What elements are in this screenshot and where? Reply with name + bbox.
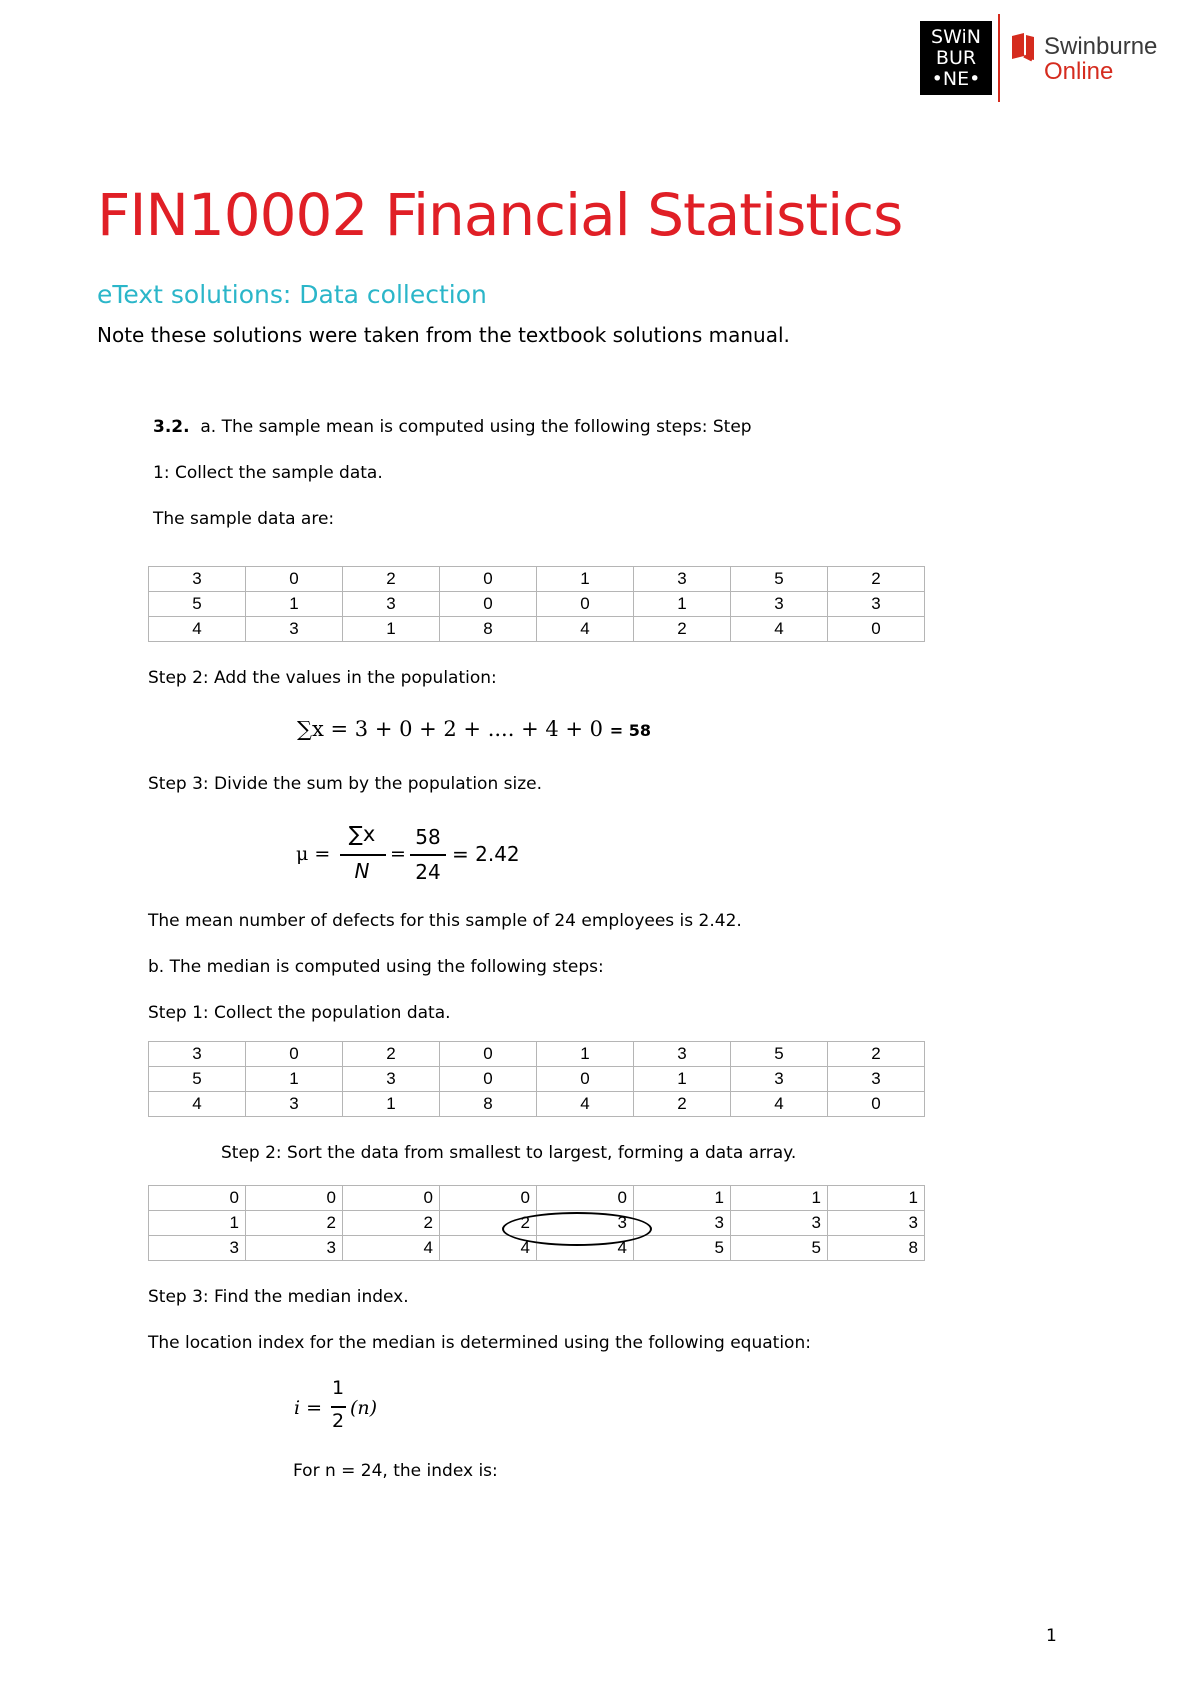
table-cell: 5	[731, 567, 828, 592]
table-cell: 1	[343, 617, 440, 642]
table-row	[149, 617, 925, 642]
table-cell: 4	[537, 1092, 634, 1117]
table-cell: 0	[537, 592, 634, 617]
index-explanation: The location index for the median is determined using the following equation:	[148, 1333, 811, 1353]
table-cell: 1	[634, 1186, 731, 1211]
table-row	[149, 567, 925, 592]
question-line-1	[153, 416, 752, 438]
table-cell: 3	[246, 1236, 343, 1261]
table-cell: 0	[537, 1067, 634, 1092]
table-cell: 3	[828, 1211, 925, 1236]
index-rhs: (n)	[350, 1397, 378, 1419]
solutions-note: Note these solutions were taken from the textbook solutions manual.	[97, 323, 790, 347]
sample-intro: The sample data are:	[153, 509, 335, 529]
table-cell: 0	[149, 1186, 246, 1211]
table-cell: 0	[440, 1067, 537, 1092]
table-cell: 3	[537, 1211, 634, 1236]
sum-expression: ∑x = 3 + 0 + 2 + .... + 4 + 0	[297, 717, 604, 741]
table-cell: 2	[828, 1042, 925, 1067]
sum-formula	[297, 717, 651, 741]
median-highlight-ellipse	[502, 1212, 652, 1246]
table-cell: 3	[634, 1042, 731, 1067]
table-cell: 8	[440, 617, 537, 642]
table-cell: 5	[731, 1042, 828, 1067]
logo-name-line2: Online	[1044, 58, 1114, 85]
table-cell: 4	[440, 1236, 537, 1261]
swinburne-logo-mark	[920, 21, 992, 95]
fraction-bar	[331, 1406, 346, 1408]
table-cell: 0	[440, 1042, 537, 1067]
table-cell: 3	[731, 1211, 828, 1236]
part-a-line-2: 1: Collect the sample data.	[153, 463, 383, 483]
table-cell: 5	[149, 592, 246, 617]
part-a-text: a. The sample mean is computed using the following steps: Step	[200, 417, 752, 437]
table-cell: 1	[634, 592, 731, 617]
table-cell: 3	[828, 592, 925, 617]
table-cell: 1	[537, 567, 634, 592]
for-n-text: For n = 24, the index is:	[293, 1461, 498, 1481]
table-cell: 4	[537, 617, 634, 642]
table-cell: 3	[149, 1042, 246, 1067]
table-cell: 4	[731, 617, 828, 642]
table-cell: 0	[440, 567, 537, 592]
table-cell: 0	[246, 567, 343, 592]
table-cell: 1	[731, 1186, 828, 1211]
table-cell: 0	[440, 592, 537, 617]
book-icon	[1010, 32, 1036, 62]
question-number: 3.2.	[153, 417, 190, 437]
logo-name-line1: Swinburne	[1044, 33, 1158, 60]
table-cell: 1	[828, 1186, 925, 1211]
table-cell: 2	[343, 567, 440, 592]
table-cell: 3	[149, 1236, 246, 1261]
table-cell: 5	[731, 1236, 828, 1261]
step-3-text: Step 3: Divide the sum by the population size.	[148, 774, 542, 794]
page-number: 1	[1046, 1626, 1057, 1646]
b-step-3-text: Step 3: Find the median index.	[148, 1287, 409, 1307]
table-cell: 3	[731, 1067, 828, 1092]
b-step-2-text: Step 2: Sort the data from smallest to largest, forming a data array.	[221, 1143, 797, 1163]
sum-result: = 58	[609, 721, 651, 740]
table-row	[149, 1067, 925, 1092]
table-row	[149, 592, 925, 617]
table-cell: 0	[828, 1092, 925, 1117]
table-row	[149, 1092, 925, 1117]
table-cell: 1	[149, 1211, 246, 1236]
mu-denominator-2: 24	[415, 860, 441, 884]
mu-equals: =	[390, 843, 406, 865]
mu-result: = 2.42	[452, 842, 520, 866]
logo-mark-line: SWiN	[931, 25, 981, 48]
table-cell: 3	[634, 567, 731, 592]
table-cell: 3	[731, 592, 828, 617]
table-cell: 3	[246, 1092, 343, 1117]
table-cell: 4	[731, 1092, 828, 1117]
index-lhs: i =	[294, 1397, 323, 1419]
logo-mark-line: •NE•	[931, 67, 981, 90]
table-cell: 3	[246, 617, 343, 642]
table-cell: 0	[828, 617, 925, 642]
fraction-bar	[410, 854, 446, 856]
table-cell: 3	[149, 567, 246, 592]
page-title: FIN10002 Financial Statistics	[97, 181, 903, 249]
table-cell: 8	[828, 1236, 925, 1261]
mu-numerator-1: ∑x	[348, 822, 376, 846]
logo-wordmark	[1044, 34, 1157, 84]
fraction-bar	[340, 854, 386, 856]
population-data-table	[148, 1041, 925, 1117]
mu-denominator-1: N	[354, 859, 370, 883]
table-cell: 4	[537, 1236, 634, 1261]
table-row	[149, 1186, 925, 1211]
table-cell: 0	[537, 1186, 634, 1211]
mu-lhs: μ =	[296, 843, 331, 865]
table-cell: 0	[440, 1186, 537, 1211]
table-cell: 2	[440, 1211, 537, 1236]
table-cell: 2	[343, 1211, 440, 1236]
table-cell: 1	[537, 1042, 634, 1067]
table-cell: 4	[149, 1092, 246, 1117]
sample-data-table	[148, 566, 925, 642]
table-cell: 2	[828, 567, 925, 592]
table-cell: 1	[343, 1092, 440, 1117]
table-cell: 0	[246, 1042, 343, 1067]
table-row	[149, 1042, 925, 1067]
table-cell: 3	[343, 1067, 440, 1092]
table-cell: 1	[246, 1067, 343, 1092]
part-b-text: b. The median is computed using the following steps:	[148, 957, 604, 977]
logo-divider	[998, 14, 1000, 102]
table-cell: 3	[828, 1067, 925, 1092]
table-cell: 2	[634, 1092, 731, 1117]
table-cell: 4	[149, 617, 246, 642]
index-numerator: 1	[331, 1377, 345, 1399]
table-cell: 3	[343, 592, 440, 617]
table-cell: 1	[634, 1067, 731, 1092]
table-cell: 8	[440, 1092, 537, 1117]
step-2-text: Step 2: Add the values in the population:	[148, 668, 497, 688]
b-step-1-text: Step 1: Collect the population data.	[148, 1003, 451, 1023]
logo-mark-line: BUR	[935, 46, 977, 69]
index-denominator: 2	[331, 1410, 345, 1432]
table-cell: 2	[634, 617, 731, 642]
table-cell: 0	[343, 1186, 440, 1211]
table-cell: 3	[634, 1211, 731, 1236]
mu-numerator-2: 58	[415, 825, 441, 849]
table-cell: 2	[246, 1211, 343, 1236]
table-cell: 5	[634, 1236, 731, 1261]
table-cell: 2	[343, 1042, 440, 1067]
table-cell: 5	[149, 1067, 246, 1092]
page-subtitle: eText solutions: Data collection	[97, 280, 487, 309]
table-cell: 4	[343, 1236, 440, 1261]
mean-conclusion: The mean number of defects for this sample of 24 employees is 2.42.	[148, 911, 742, 931]
table-cell: 0	[246, 1186, 343, 1211]
table-cell: 1	[246, 592, 343, 617]
